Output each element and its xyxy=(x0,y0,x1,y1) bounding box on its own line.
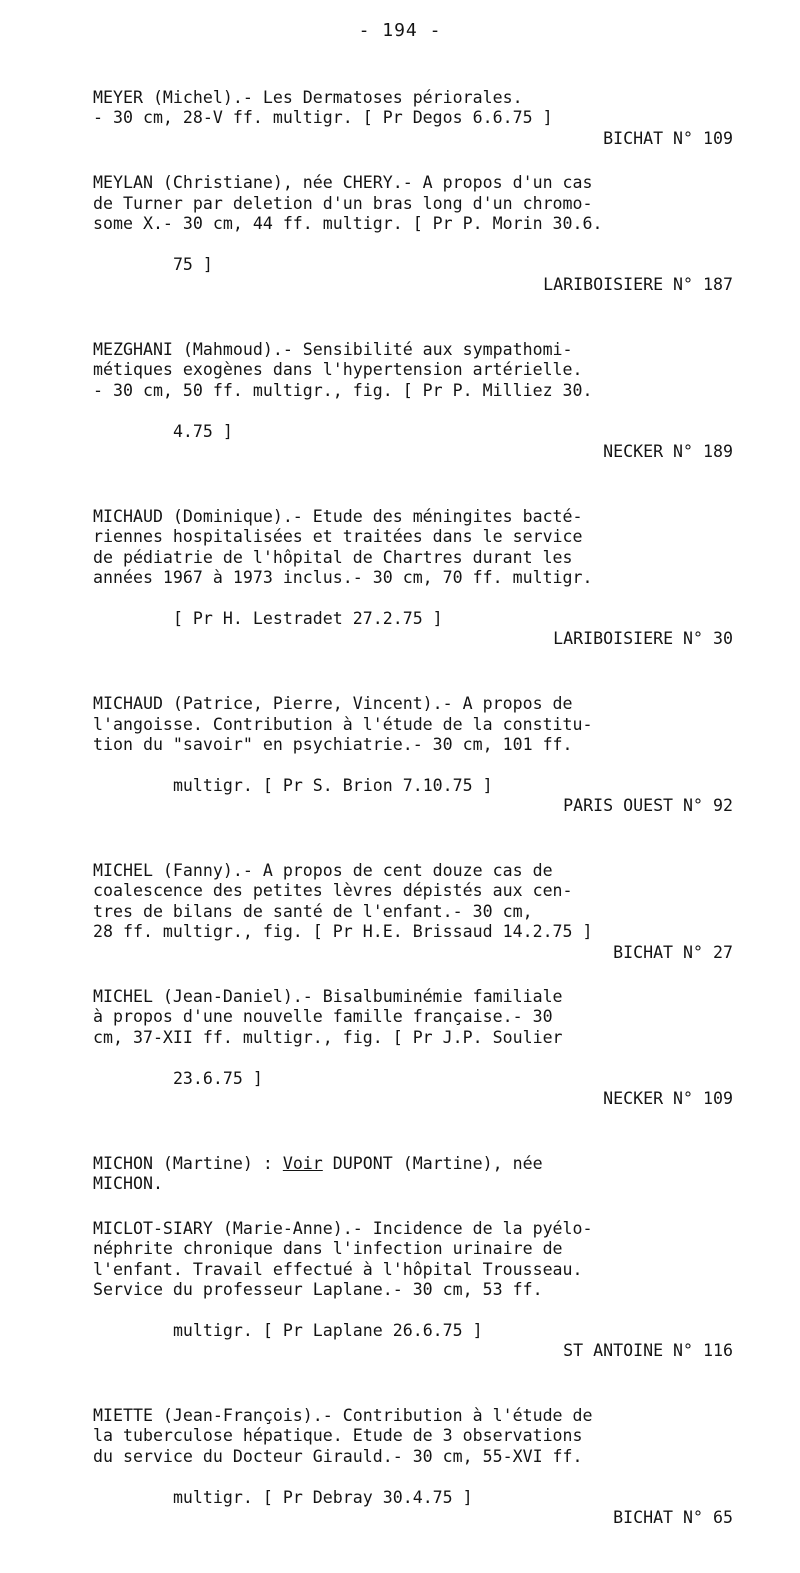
entry-text-line: MIETTE (Jean-François).- Contribution à l'étude de xyxy=(93,1405,593,1425)
entry-text-line: 75 ] xyxy=(172,254,213,274)
thesis-entry-michaud-patrice xyxy=(93,694,733,837)
entry-last-line xyxy=(93,401,733,483)
entry-text-line: coalescence des petites lèvres dépistés aux cen- xyxy=(93,881,573,901)
entry-text-line: l'enfant. Travail effectué à l'hôpital Trousseau. xyxy=(93,1259,583,1279)
entry-text-line: - 30 cm, 50 ff. multigr., fig. [ Pr P. Milliez 30. xyxy=(93,380,593,400)
entry-text-line: métiques exogènes dans l'hypertension artérielle. xyxy=(93,360,583,380)
entry-last-line xyxy=(93,234,733,316)
entry-location: BICHAT N° 109 xyxy=(603,128,733,148)
entry-text-line: MEYLAN (Christiane), née CHERY.- A propos d'un cas xyxy=(93,173,593,193)
entry-location: NECKER N° 109 xyxy=(603,1089,733,1109)
entry-location: NECKER N° 189 xyxy=(603,442,733,462)
thesis-entry-mezghani xyxy=(93,340,733,483)
thesis-entry-michaud-dominique xyxy=(93,507,733,670)
entry-text-line: - 30 cm, 28-V ff. multigr. [ Pr Degos 6.6.75 ] xyxy=(93,108,553,128)
thesis-entry-michel-jean-daniel xyxy=(93,987,733,1130)
entry-text-line: multigr. [ Pr S. Brion 7.10.75 ] xyxy=(172,775,493,795)
entry-last-line xyxy=(93,589,733,671)
thesis-entry-miclot-siary xyxy=(93,1219,733,1382)
entry-location: PARIS OUEST N° 92 xyxy=(563,796,733,816)
entry-location: BICHAT N° 65 xyxy=(613,1507,733,1527)
entry-text-line: MICLOT-SIARY (Marie-Anne).- Incidence de la pyélo- xyxy=(93,1218,593,1238)
entry-text-line: 23.6.75 ] xyxy=(172,1068,263,1088)
entry-text-line: 28 ff. multigr., fig. [ Pr H.E. Brissaud 14.2.75 ] xyxy=(93,922,593,942)
entry-last-line xyxy=(93,755,733,837)
entry-last-line xyxy=(93,1300,733,1382)
entry-text-line: de pédiatrie de l'hôpital de Chartres durant les xyxy=(93,547,573,567)
entry-text-line: multigr. [ Pr Laplane 26.6.75 ] xyxy=(172,1320,483,1340)
entry-text-line: Service du professeur Laplane.- 30 cm, 53 ff. xyxy=(93,1279,543,1299)
thesis-entry-list xyxy=(93,88,733,1573)
entry-text-line: multigr. [ Pr Debray 30.4.75 ] xyxy=(172,1487,473,1507)
thesis-entry-meyer xyxy=(93,88,733,149)
entry-text-line: du service du Docteur Girauld.- 30 cm, 55-XVI ff. xyxy=(93,1446,583,1466)
cross-reference-target: DUPONT (Martine), née xyxy=(322,1153,543,1173)
entry-last-line xyxy=(93,1467,733,1549)
entry-text-line: MICHAUD (Patrice, Pierre, Vincent).- A propos de xyxy=(93,694,573,714)
thesis-entry-miette xyxy=(93,1406,733,1549)
entry-text-line: à propos d'une nouvelle famille française.- 30 xyxy=(93,1007,553,1027)
entry-text-line: riennes hospitalisées et traitées dans le service xyxy=(93,527,583,547)
entry-text-line: MEZGHANI (Mahmoud).- Sensibilité aux sympathomi- xyxy=(93,340,573,360)
entry-location: BICHAT N° 27 xyxy=(613,942,733,962)
thesis-entry-michel-fanny xyxy=(93,861,733,963)
entry-text-line: la tuberculose hépatique. Etude de 3 observations xyxy=(93,1426,583,1446)
entry-text-line: néphrite chronique dans l'infection urinaire de xyxy=(93,1239,563,1259)
cross-reference-entry-michon xyxy=(93,1154,733,1195)
page-number: - 194 - xyxy=(358,20,442,41)
entry-text-line: MEYER (Michel).- Les Dermatoses périorales. xyxy=(93,88,523,107)
entry-text-line: tion du "savoir" en psychiatrie.- 30 cm, 101 ff. xyxy=(93,734,573,754)
thesis-entry-meylan xyxy=(93,173,733,316)
entry-text-line: de Turner par deletion d'un bras long d'un chromo- xyxy=(93,193,593,213)
entry-last-line xyxy=(93,1048,733,1130)
entry-text-line: l'angoisse. Contribution à l'étude de la constitu- xyxy=(93,714,593,734)
see-reference-word: Voir xyxy=(282,1153,323,1173)
entry-location: LARIBOISIERE N° 187 xyxy=(543,275,733,295)
cross-reference-line: MICHON. xyxy=(93,1174,163,1194)
entry-text-line: MICHEL (Jean-Daniel).- Bisalbuminémie familiale xyxy=(93,987,563,1007)
entry-text-line: [ Pr H. Lestradet 27.2.75 ] xyxy=(172,608,443,628)
entry-text-line: MICHEL (Fanny).- A propos de cent douze cas de xyxy=(93,861,553,880)
cross-reference-line xyxy=(93,1154,733,1174)
entry-text-line: some X.- 30 cm, 44 ff. multigr. [ Pr P. Morin 30.6. xyxy=(93,214,603,234)
entry-location: LARIBOISIERE N° 30 xyxy=(553,629,733,649)
entry-text-line: 4.75 ] xyxy=(172,421,233,441)
entry-text-line: cm, 37-XII ff. multigr., fig. [ Pr J.P. Soulier xyxy=(93,1027,563,1047)
entry-text-line: tres de bilans de santé de l'enfant.- 30 cm, xyxy=(93,901,533,921)
entry-text-line: années 1967 à 1973 inclus.- 30 cm, 70 ff. multigr. xyxy=(93,568,593,588)
cross-reference-name: MICHON (Martine) : xyxy=(93,1153,283,1173)
entry-text-line: MICHAUD (Dominique).- Etude des méningites bacté- xyxy=(93,506,583,526)
entry-location: ST ANTOINE N° 116 xyxy=(563,1341,733,1361)
